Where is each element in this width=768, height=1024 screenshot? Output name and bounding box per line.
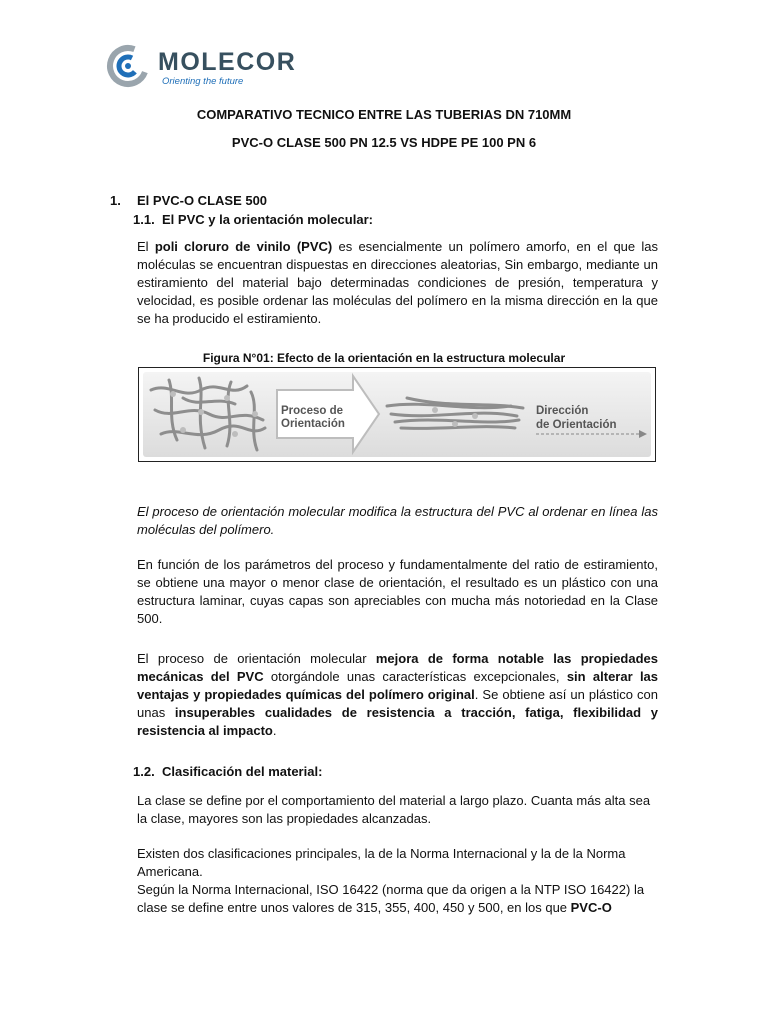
subsection-1-1-number: 1.1.: [133, 212, 155, 227]
section-1-number: 1.: [110, 193, 121, 208]
para6-text: Según la Norma Internacional, ISO 16422 (norma que da origen a la NTP ISO 16422) la clase se define entre unos valores de 315, 355, 400, 450 y 500, en los que: [137, 882, 645, 915]
section-1-title: El PVC-O CLASE 500: [137, 193, 268, 208]
figure-caption: El proceso de orientación molecular modifica la estructura del PVC al ordenar en línea las moléculas del polímero.: [137, 504, 658, 537]
label-direction-line-2: de Orientación: [536, 419, 617, 431]
para6-bold: PVC-O: [570, 900, 612, 915]
molecor-logo: [106, 42, 326, 90]
document-title-line-2: PVC-O CLASE 500 PN 12.5 VS HDPE PE 100 PN 6: [231, 135, 537, 150]
para3-text-1: El proceso de orientación molecular: [137, 651, 376, 666]
figure-title: Figura N°01: Efecto de la orientación en la estructura molecular: [202, 351, 566, 365]
para3-bold-1: mejora de forma notable las propiedades mecánicas del PVC: [137, 651, 658, 684]
paragraph-iso-norm: [137, 881, 658, 917]
paragraph-mechanical-properties: [137, 650, 658, 740]
paragraph-pvc-intro-bold: poli cloruro de vinilo (PVC): [154, 239, 333, 254]
subsection-1-2-number: 1.2.: [133, 764, 155, 779]
logo-wordmark: MOLECOR: [158, 48, 297, 76]
label-process-line-2: Orientación: [281, 418, 345, 430]
subsection-1-1-title: El PVC y la orientación molecular:: [162, 212, 373, 227]
label-process-line-1: Proceso de: [281, 405, 343, 417]
paragraph-pvc-intro-pre: El: [137, 239, 155, 254]
para3-text-4: .: [272, 723, 277, 738]
paragraph-pvc-intro: [137, 238, 658, 328]
figure-illustration: [139, 368, 655, 461]
label-direction-line-1: Dirección: [536, 405, 589, 417]
paragraph-classifications: Existen dos clasificaciones principales, la de la Norma Internacional y la de la Norma Americana.: [137, 846, 626, 879]
para3-text-3: . Se obtiene así un plástico con unas: [137, 687, 658, 720]
molecor-logo-icon: [106, 42, 156, 90]
paragraph-parameters: En función de los parámetros del proceso y fundamentalmente del ratio de estiramiento, se obtiene una mayor o menor clase de orientación, el resultado es un plástico con una estructura laminar, cuyas capas son apreciables con mucha más notoriedad en la Clase 500.: [137, 557, 658, 626]
para3-bold-2: sin alterar las ventajas y propiedades químicas del polímero original: [137, 669, 659, 702]
para3-bold-3: insuperables cualidades de resistencia a tracción, fatiga, flexibilidad y resistencia al impacto: [137, 705, 659, 738]
logo-tagline: Orienting the future: [162, 76, 244, 87]
document-title-line-1: COMPARATIVO TECNICO ENTRE LAS TUBERIAS DN 710MM: [196, 107, 572, 122]
paragraph-class-definition: La clase se define por el comportamiento del material a largo plazo. Cuanta más alta sea la clase, mayores son las propiedades alcanzadas.: [137, 793, 651, 826]
para3-text-2: otorgándole unas características excepcionales,: [263, 669, 567, 684]
paragraph-pvc-intro-post: es esencialmente un polímero amorfo, en el que las moléculas se encuentran dispuestas en direcciones aleatorias, Sin embargo, mediante un estiramiento del material bajo determinadas condiciones de presión, temperatura y velocidad, es posible ordenar las moléculas del polímero en la misma dirección en la que se ha producido el estiramiento.: [137, 239, 659, 326]
figure-molecular-orientation: [138, 367, 656, 462]
subsection-1-2-title: Clasificación del material:: [162, 764, 323, 779]
